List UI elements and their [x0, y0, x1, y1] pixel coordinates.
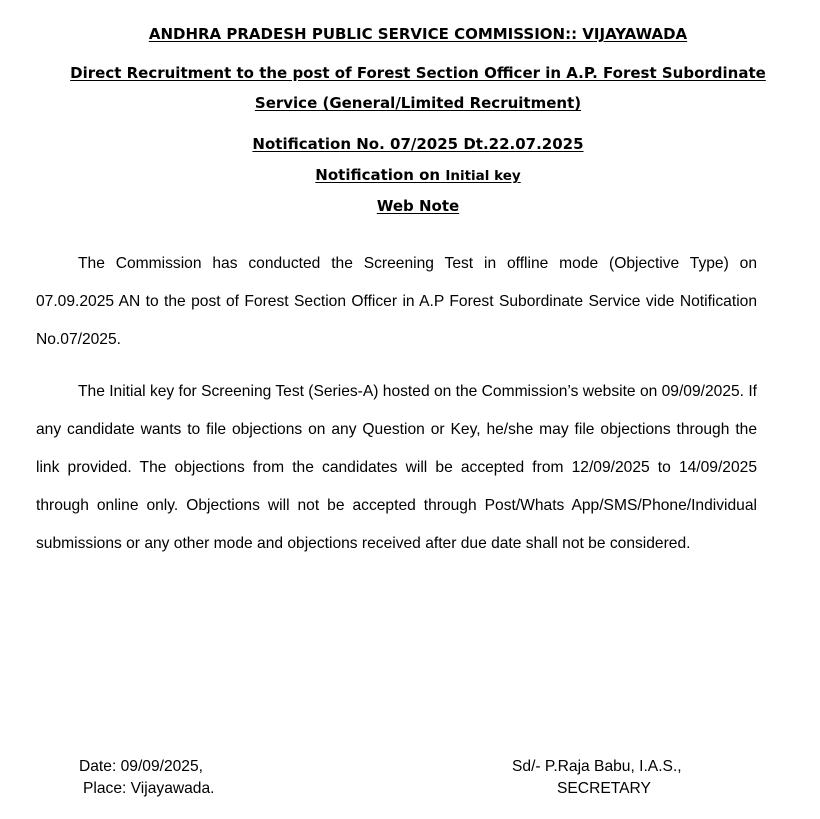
recruitment-title-line-1: Direct Recruitment to the post of Forest Section Officer in A.P. Forest Subordinate [70, 64, 766, 82]
web-note-title: Web Note [376, 197, 460, 215]
signatory-name: Sd/- P.Raja Babu, I.A.S., [512, 758, 682, 775]
notification-on-text: Notification on [315, 166, 441, 184]
initial-key-text: Initial key [445, 168, 521, 184]
footer-date: Date: 09/09/2025, [79, 758, 203, 775]
paragraph-initial-key: The Initial key for Screening Test (Series-A) hosted on the Commission’s website on 09/09/2025. If any candidate wants to file objections on any Question or Key, he/she may file objections through the link provided. The objections from the candidates will be accepted from 12/09/2025 to 14/09/2025 through online only. Objections will not be accepted through Post/Whats App/SMS/Phone/Individual submissions or any other mode and objections received after due date shall not be considered. [36, 383, 757, 552]
notification-subject [0, 165, 820, 186]
footer-place: Place: Vijayawada. [83, 780, 215, 797]
notification-number: Notification No. 07/2025 Dt.22.07.2025 [252, 135, 584, 153]
commission-title: ANDHRA PRADESH PUBLIC SERVICE COMMISSION:: VIJAYAWADA [148, 25, 688, 43]
paragraph-screening-test: The Commission has conducted the Screening Test in offline mode (Objective Type) on 07.09.2025 AN to the post of Forest Section Officer in A.P Forest Subordinate Service vide Notification No.07/2025. [36, 255, 757, 348]
recruitment-title-line-2: Service (General/Limited Recruitment) [254, 94, 582, 112]
signatory-designation: SECRETARY [557, 780, 651, 797]
